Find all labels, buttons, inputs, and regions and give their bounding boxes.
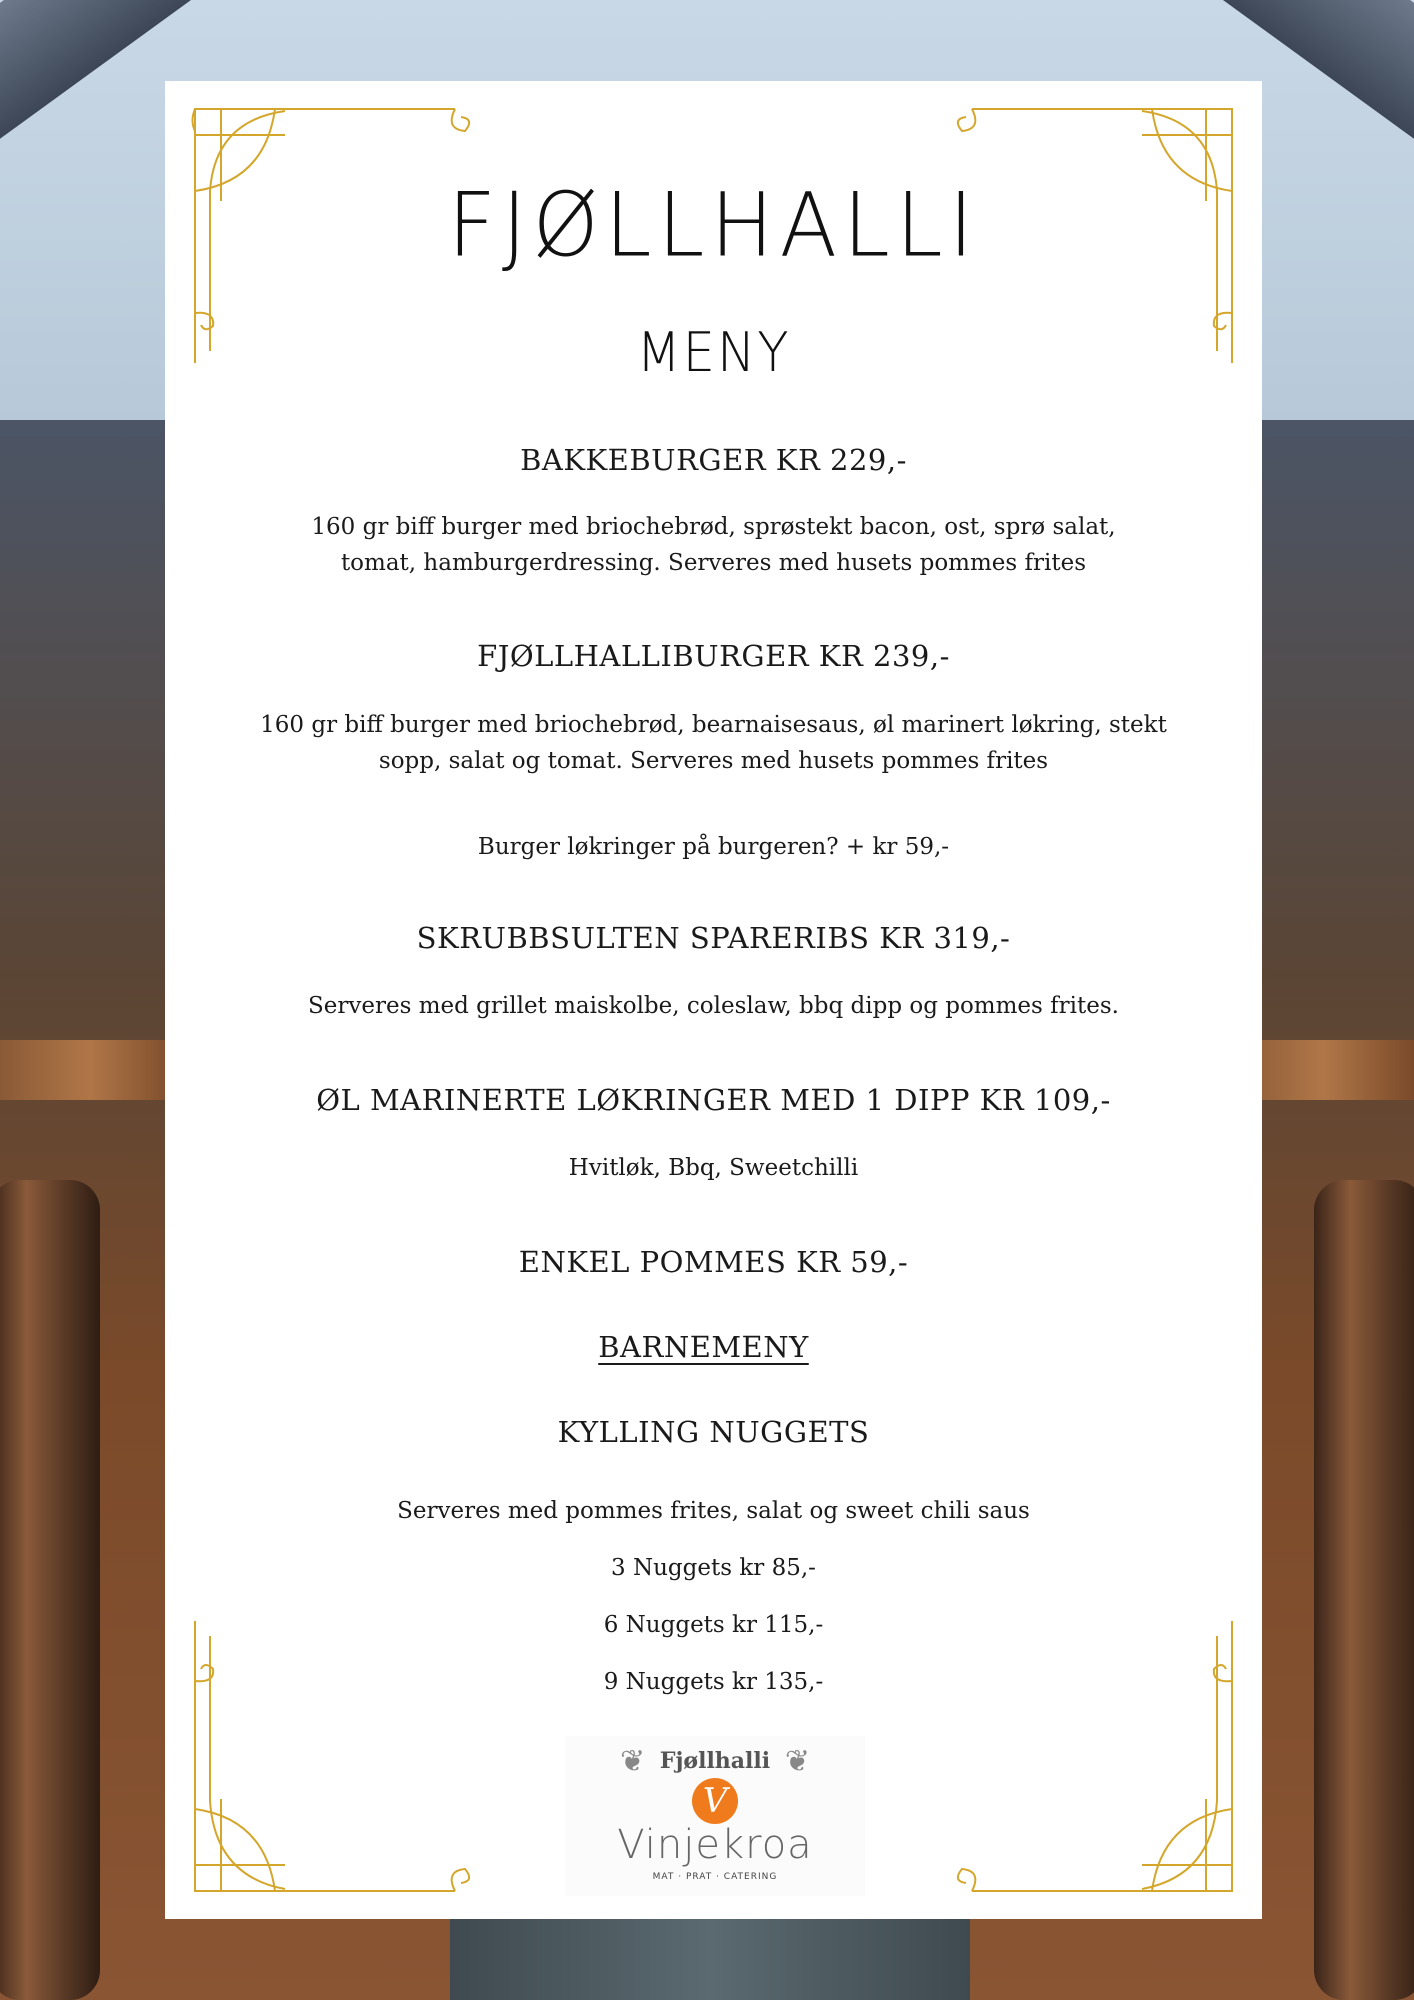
kids-section-title-text: BARNEMENY: [598, 1330, 809, 1364]
pillar-left: [0, 1180, 100, 2000]
item-desc-spareribs: Serveres med grillet maiskolbe, coleslaw, bbq dipp og pommes frites.: [308, 993, 1119, 1019]
kids-option-3: 3 Nuggets kr 85,-: [611, 1555, 816, 1581]
logo-tagline: MAT · PRAT · CATERING: [652, 1872, 778, 1882]
kids-option-9: 9 Nuggets kr 135,-: [603, 1669, 824, 1695]
menu-title: MENY: [636, 321, 791, 384]
ornament-right-icon: ❦: [784, 1744, 810, 1779]
kids-item-heading: KYLLING NUGGETS: [557, 1415, 870, 1449]
brand-title: FJØLLHALLI: [447, 173, 980, 277]
item-desc-fjollhalliburger-line1: 160 gr biff burger med briochebrød, bearnaisesaus, øl marinert løkring, stekt: [260, 712, 1167, 738]
kids-section-title: [155, 1330, 1252, 1364]
item-heading-spareribs: SKRUBBSULTEN SPARERIBS KR 319,-: [416, 921, 1011, 955]
item-heading-enkel-pommes: ENKEL POMMES KR 59,-: [518, 1245, 909, 1279]
logo-fjollhalli-text: Fjøllhalli: [659, 1748, 771, 1774]
beam-left: [0, 1040, 180, 1100]
ornament-left-icon: ❦: [620, 1744, 646, 1779]
item-heading-fjollhalliburger: FJØLLHALLIBURGER KR 239,-: [477, 639, 950, 673]
item-desc-lokringer: Hvitløk, Bbq, Sweetchilli: [568, 1155, 859, 1181]
item-desc-fjollhalliburger-line2: sopp, salat og tomat. Serveres med husets pommes frites: [378, 748, 1049, 774]
kids-item-desc: Serveres med pommes frites, salat og sweet chili saus: [397, 1498, 1030, 1524]
item-heading-lokringer: ØL MARINERTE LØKRINGER MED 1 DIPP KR 109,-: [316, 1083, 1111, 1117]
pillar-right: [1314, 1180, 1414, 2000]
menu-sheet: [165, 81, 1262, 1919]
item-addon-onion-rings: Burger løkringer på burgeren? + kr 59,-: [477, 834, 950, 860]
logo-v-badge-icon: V: [692, 1778, 738, 1824]
item-desc-bakkeburger-line2: tomat, hamburgerdressing. Serveres med husets pommes frites: [340, 550, 1087, 576]
kids-option-6: 6 Nuggets kr 115,-: [603, 1612, 824, 1638]
vinjekroa-logo: [565, 1736, 865, 1896]
logo-vinjekroa-text: Vinjekroa: [617, 1822, 813, 1868]
item-heading-bakkeburger: BAKKEBURGER KR 229,-: [520, 443, 907, 477]
item-desc-bakkeburger-line1: 160 gr biff burger med briochebrød, sprøstekt bacon, ost, sprø salat,: [311, 514, 1116, 540]
